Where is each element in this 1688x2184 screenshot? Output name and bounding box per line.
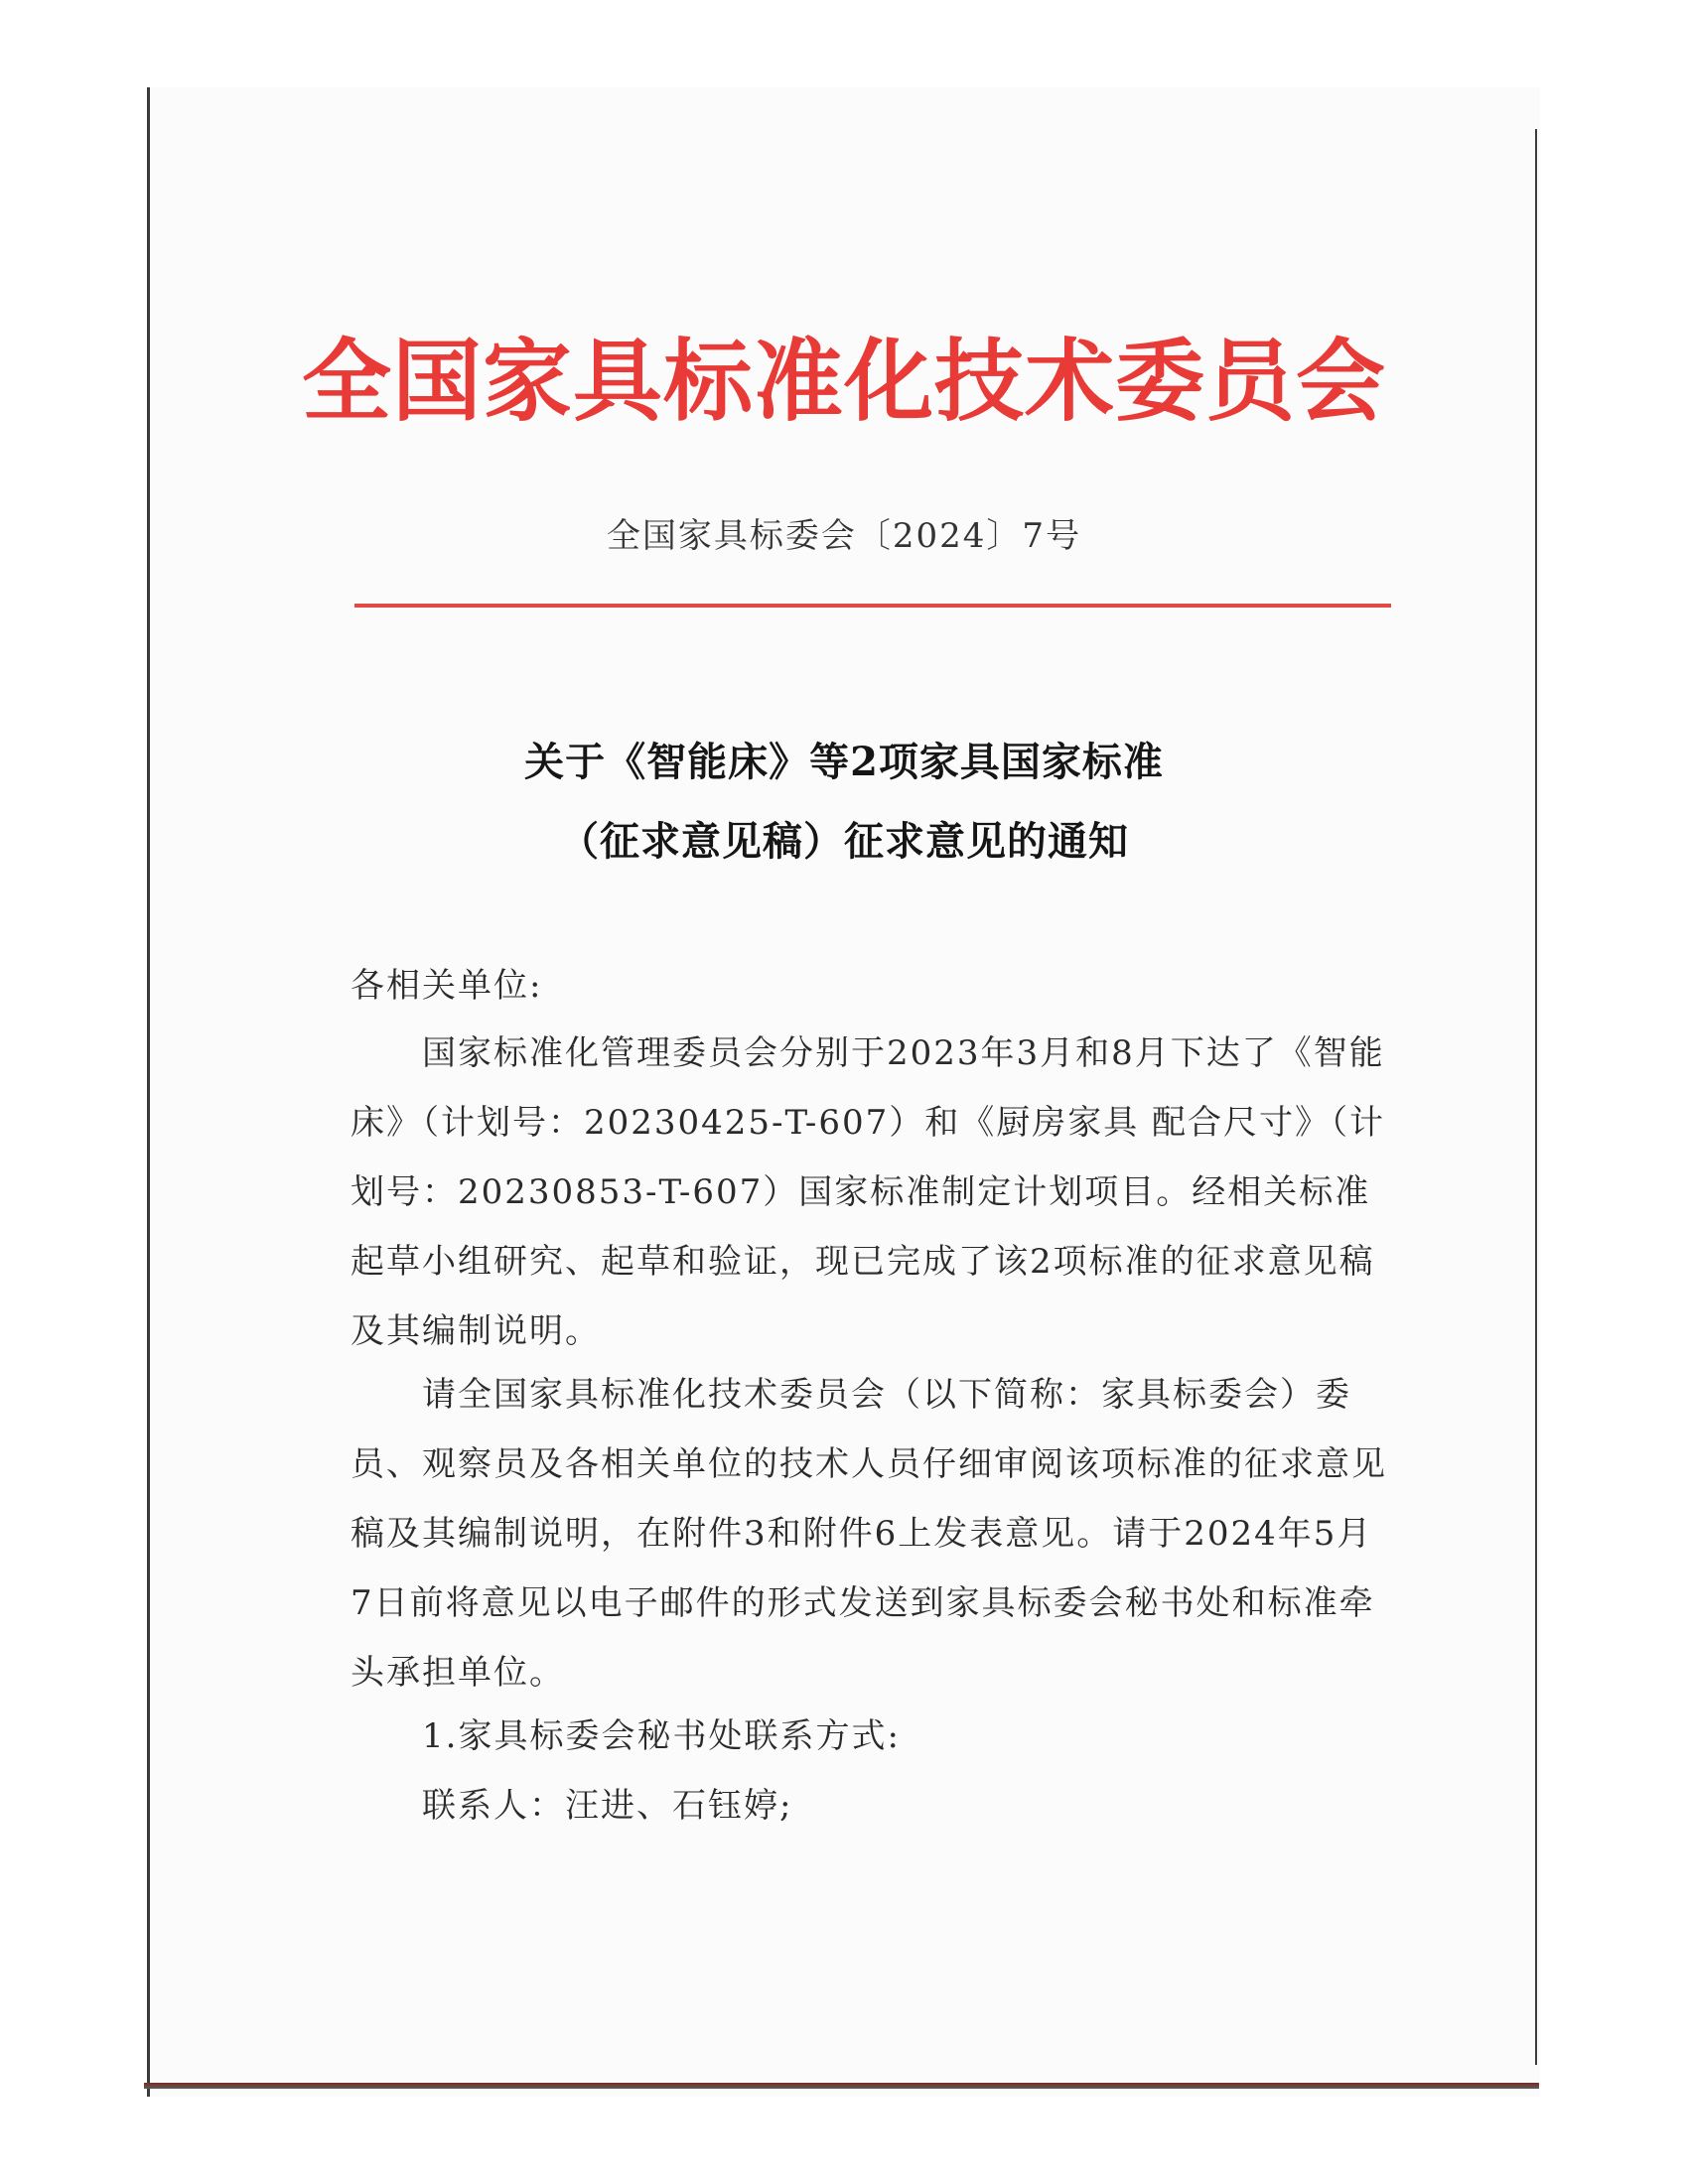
notice-title-line2: （征求意见稿）征求意见的通知 — [559, 818, 1129, 865]
document-number: 全国家具标委会〔2024〕7号 — [606, 516, 1082, 556]
body-paragraph-2: 请全国家具标准化技术委员会（以下简称：家具标委会）委员、观察员及各相关单位的技术人员仔细审阅该项标准的征求意见稿及其编制说明，在附件3和附件6上发表意见。请于2024年5月7日前将意见以电子邮件的形式发送到家具标委会秘书处和标准牵头承担单位。 — [351, 1375, 1387, 1693]
salutation: 各相关单位: — [351, 966, 543, 1006]
letterhead-organization: 全国家具标准化技术委员会 — [302, 330, 1386, 434]
notice-title-line1: 关于《智能床》等2项家具国家标准 — [524, 739, 1164, 785]
body-paragraph-1: 国家标准化管理委员会分别于2023年3月和8月下达了《智能床》（计划号：20230425-T-607）和《厨房家具 配合尺寸》（计划号：20230853-T-607）国家标准制定计划项目。经相关标准起草小组研究、起草和验证，现已完成了该2项标准的征求意见稿及其编制说明。 — [351, 1033, 1386, 1351]
contact-section-heading: 1.家具标委会秘书处联系方式: — [422, 1716, 901, 1756]
letterhead-red-rule — [354, 604, 1391, 608]
contact-persons: 联系人：汪进、石钰婷; — [422, 1786, 793, 1826]
page-bottom-edge — [144, 2083, 1539, 2089]
